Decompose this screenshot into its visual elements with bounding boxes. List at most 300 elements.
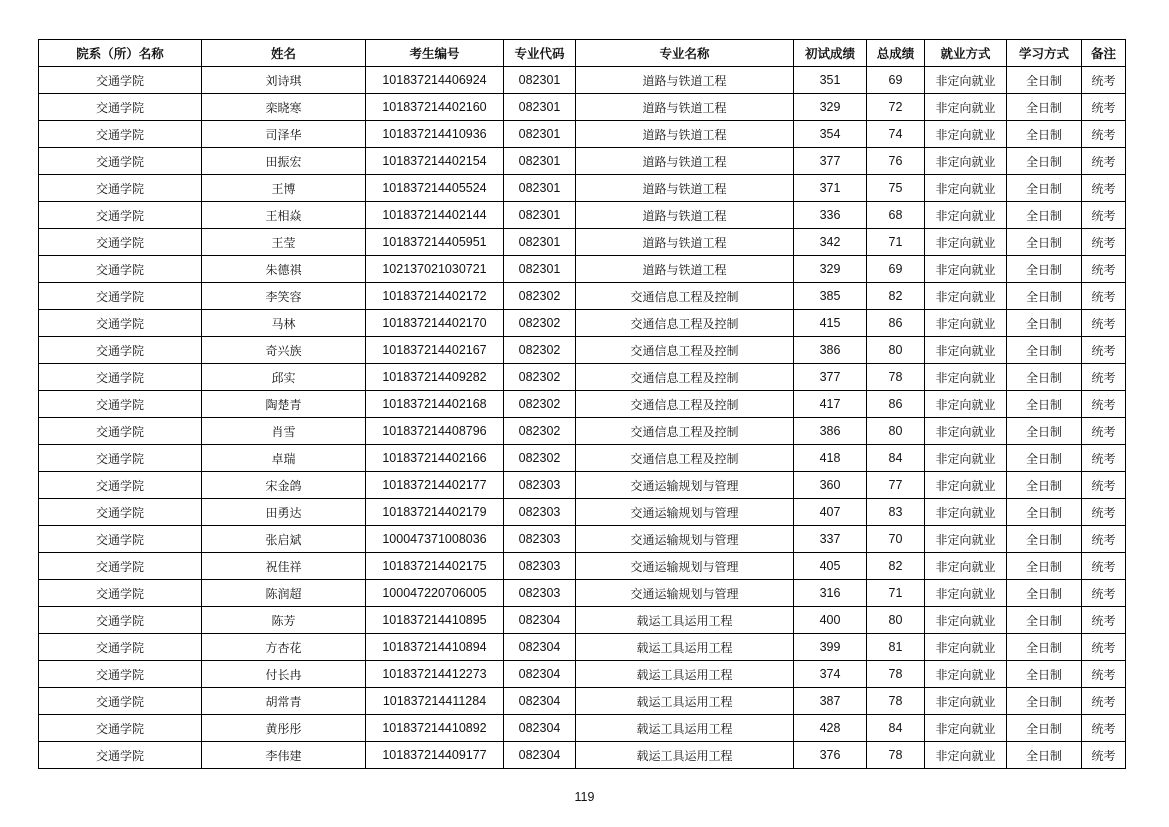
cell-remarks: 统考 [1082,553,1126,580]
cell-prelim-score: 377 [794,364,867,391]
cell-employment-type: 非定向就业 [925,202,1007,229]
cell-prelim-score: 351 [794,67,867,94]
cell-total-score: 68 [867,202,925,229]
cell-total-score: 86 [867,391,925,418]
cell-remarks: 统考 [1082,580,1126,607]
cell-total-score: 81 [867,634,925,661]
table-row [39,94,1126,121]
table-row [39,337,1126,364]
cell-major-code: 082303 [504,553,576,580]
cell-department: 交通学院 [39,67,202,94]
cell-employment-type: 非定向就业 [925,445,1007,472]
cell-department: 交通学院 [39,634,202,661]
cell-major-code: 082304 [504,688,576,715]
cell-total-score: 69 [867,67,925,94]
cell-candidate-id: 100047371008036 [366,526,504,553]
table-row [39,364,1126,391]
cell-remarks: 统考 [1082,715,1126,742]
cell-major-code: 082301 [504,67,576,94]
cell-name: 司泽华 [202,121,366,148]
cell-prelim-score: 336 [794,202,867,229]
cell-employment-type: 非定向就业 [925,256,1007,283]
table-row [39,202,1126,229]
cell-study-mode: 全日制 [1007,445,1082,472]
cell-prelim-score: 387 [794,688,867,715]
cell-prelim-score: 418 [794,445,867,472]
page-number: 119 [574,790,595,804]
cell-name: 朱德祺 [202,256,366,283]
cell-name: 邱实 [202,364,366,391]
cell-major-name: 载运工具运用工程 [576,607,794,634]
cell-study-mode: 全日制 [1007,364,1082,391]
cell-remarks: 统考 [1082,445,1126,472]
cell-department: 交通学院 [39,418,202,445]
cell-study-mode: 全日制 [1007,121,1082,148]
cell-employment-type: 非定向就业 [925,634,1007,661]
cell-department: 交通学院 [39,688,202,715]
cell-name: 王博 [202,175,366,202]
cell-total-score: 72 [867,94,925,121]
cell-study-mode: 全日制 [1007,283,1082,310]
cell-department: 交通学院 [39,202,202,229]
table-row [39,742,1126,769]
cell-major-name: 交通信息工程及控制 [576,337,794,364]
table-body [39,67,1126,769]
cell-employment-type: 非定向就业 [925,391,1007,418]
cell-remarks: 统考 [1082,364,1126,391]
cell-candidate-id: 101837214402160 [366,94,504,121]
cell-total-score: 77 [867,472,925,499]
cell-department: 交通学院 [39,121,202,148]
cell-name: 黄彤彤 [202,715,366,742]
cell-remarks: 统考 [1082,337,1126,364]
cell-prelim-score: 386 [794,418,867,445]
cell-major-name: 交通运输规划与管理 [576,580,794,607]
cell-remarks: 统考 [1082,310,1126,337]
cell-major-code: 082304 [504,607,576,634]
cell-major-code: 082303 [504,499,576,526]
cell-employment-type: 非定向就业 [925,607,1007,634]
cell-total-score: 83 [867,499,925,526]
cell-prelim-score: 354 [794,121,867,148]
cell-major-name: 交通运输规划与管理 [576,472,794,499]
header-major-name: 专业名称 [576,40,794,67]
cell-name: 胡常青 [202,688,366,715]
cell-prelim-score: 417 [794,391,867,418]
cell-employment-type: 非定向就业 [925,148,1007,175]
cell-candidate-id: 101837214410936 [366,121,504,148]
cell-study-mode: 全日制 [1007,418,1082,445]
cell-remarks: 统考 [1082,418,1126,445]
table-row [39,661,1126,688]
cell-candidate-id: 101837214402166 [366,445,504,472]
cell-name: 张启斌 [202,526,366,553]
cell-name: 刘诗琪 [202,67,366,94]
table-row [39,391,1126,418]
cell-major-name: 交通信息工程及控制 [576,364,794,391]
cell-total-score: 74 [867,121,925,148]
cell-name: 李笑容 [202,283,366,310]
cell-remarks: 统考 [1082,391,1126,418]
cell-remarks: 统考 [1082,202,1126,229]
cell-total-score: 70 [867,526,925,553]
header-name: 姓名 [202,40,366,67]
cell-employment-type: 非定向就业 [925,121,1007,148]
cell-total-score: 78 [867,688,925,715]
table-row [39,229,1126,256]
cell-total-score: 84 [867,715,925,742]
cell-name: 肖雪 [202,418,366,445]
cell-remarks: 统考 [1082,499,1126,526]
cell-candidate-id: 101837214410892 [366,715,504,742]
cell-study-mode: 全日制 [1007,229,1082,256]
header-major-code: 专业代码 [504,40,576,67]
cell-study-mode: 全日制 [1007,553,1082,580]
cell-department: 交通学院 [39,472,202,499]
cell-remarks: 统考 [1082,175,1126,202]
cell-prelim-score: 428 [794,715,867,742]
cell-employment-type: 非定向就业 [925,715,1007,742]
cell-candidate-id: 101837214410895 [366,607,504,634]
cell-study-mode: 全日制 [1007,472,1082,499]
cell-total-score: 86 [867,310,925,337]
cell-major-name: 载运工具运用工程 [576,742,794,769]
cell-name: 卓瑞 [202,445,366,472]
cell-employment-type: 非定向就业 [925,499,1007,526]
cell-employment-type: 非定向就业 [925,661,1007,688]
cell-employment-type: 非定向就业 [925,472,1007,499]
cell-major-name: 交通信息工程及控制 [576,391,794,418]
cell-major-name: 交通信息工程及控制 [576,283,794,310]
cell-remarks: 统考 [1082,688,1126,715]
cell-prelim-score: 329 [794,256,867,283]
cell-total-score: 78 [867,742,925,769]
cell-candidate-id: 101837214409282 [366,364,504,391]
table-row [39,553,1126,580]
cell-prelim-score: 371 [794,175,867,202]
cell-total-score: 76 [867,148,925,175]
cell-major-name: 交通运输规划与管理 [576,499,794,526]
cell-department: 交通学院 [39,553,202,580]
cell-department: 交通学院 [39,256,202,283]
cell-prelim-score: 407 [794,499,867,526]
cell-employment-type: 非定向就业 [925,175,1007,202]
cell-employment-type: 非定向就业 [925,283,1007,310]
table-row [39,472,1126,499]
cell-total-score: 69 [867,256,925,283]
cell-remarks: 统考 [1082,661,1126,688]
cell-major-name: 载运工具运用工程 [576,688,794,715]
cell-study-mode: 全日制 [1007,580,1082,607]
cell-major-code: 082304 [504,634,576,661]
admission-table [38,39,1126,769]
cell-total-score: 75 [867,175,925,202]
header-candidate-id: 考生编号 [366,40,504,67]
cell-major-name: 道路与铁道工程 [576,202,794,229]
cell-remarks: 统考 [1082,148,1126,175]
cell-department: 交通学院 [39,715,202,742]
cell-major-code: 082302 [504,310,576,337]
cell-department: 交通学院 [39,94,202,121]
cell-major-code: 082302 [504,337,576,364]
cell-candidate-id: 101837214406924 [366,67,504,94]
cell-department: 交通学院 [39,229,202,256]
cell-department: 交通学院 [39,364,202,391]
cell-department: 交通学院 [39,526,202,553]
cell-major-name: 交通运输规划与管理 [576,526,794,553]
cell-candidate-id: 101837214412273 [366,661,504,688]
cell-study-mode: 全日制 [1007,202,1082,229]
cell-department: 交通学院 [39,499,202,526]
cell-candidate-id: 101837214402167 [366,337,504,364]
table-header-row [39,40,1126,67]
table-row [39,175,1126,202]
cell-candidate-id: 101837214402154 [366,148,504,175]
cell-candidate-id: 101837214402172 [366,283,504,310]
cell-major-code: 082304 [504,661,576,688]
cell-prelim-score: 374 [794,661,867,688]
cell-department: 交通学院 [39,607,202,634]
table-row [39,715,1126,742]
cell-prelim-score: 360 [794,472,867,499]
cell-department: 交通学院 [39,742,202,769]
cell-total-score: 82 [867,283,925,310]
cell-candidate-id: 101837214410894 [366,634,504,661]
table-row [39,256,1126,283]
cell-employment-type: 非定向就业 [925,337,1007,364]
cell-major-code: 082303 [504,580,576,607]
cell-major-code: 082304 [504,715,576,742]
cell-major-code: 082304 [504,742,576,769]
cell-study-mode: 全日制 [1007,499,1082,526]
cell-candidate-id: 101837214405951 [366,229,504,256]
cell-major-code: 082301 [504,148,576,175]
cell-candidate-id: 101837214402175 [366,553,504,580]
cell-major-code: 082302 [504,283,576,310]
cell-remarks: 统考 [1082,634,1126,661]
cell-remarks: 统考 [1082,121,1126,148]
cell-total-score: 71 [867,580,925,607]
header-total-score: 总成绩 [867,40,925,67]
cell-prelim-score: 385 [794,283,867,310]
cell-candidate-id: 101837214402179 [366,499,504,526]
cell-employment-type: 非定向就业 [925,418,1007,445]
cell-major-code: 082302 [504,391,576,418]
cell-major-code: 082301 [504,256,576,283]
cell-candidate-id: 101837214402170 [366,310,504,337]
cell-major-name: 交通信息工程及控制 [576,445,794,472]
cell-candidate-id: 101837214411284 [366,688,504,715]
cell-candidate-id: 101837214402177 [366,472,504,499]
cell-prelim-score: 337 [794,526,867,553]
cell-major-code: 082301 [504,121,576,148]
cell-study-mode: 全日制 [1007,688,1082,715]
cell-department: 交通学院 [39,175,202,202]
cell-total-score: 78 [867,661,925,688]
cell-total-score: 80 [867,607,925,634]
cell-name: 王相焱 [202,202,366,229]
cell-prelim-score: 415 [794,310,867,337]
cell-employment-type: 非定向就业 [925,364,1007,391]
cell-name: 田勇达 [202,499,366,526]
cell-remarks: 统考 [1082,283,1126,310]
cell-major-name: 载运工具运用工程 [576,715,794,742]
header-study-mode: 学习方式 [1007,40,1082,67]
cell-remarks: 统考 [1082,472,1126,499]
cell-major-name: 道路与铁道工程 [576,256,794,283]
cell-major-code: 082303 [504,472,576,499]
cell-employment-type: 非定向就业 [925,742,1007,769]
cell-name: 陈芳 [202,607,366,634]
cell-department: 交通学院 [39,337,202,364]
cell-candidate-id: 101837214402144 [366,202,504,229]
header-department: 院系（所）名称 [39,40,202,67]
table-row [39,67,1126,94]
cell-study-mode: 全日制 [1007,67,1082,94]
cell-prelim-score: 377 [794,148,867,175]
table-row [39,688,1126,715]
cell-major-name: 载运工具运用工程 [576,661,794,688]
cell-department: 交通学院 [39,580,202,607]
table-row [39,445,1126,472]
cell-remarks: 统考 [1082,526,1126,553]
cell-major-name: 道路与铁道工程 [576,67,794,94]
cell-total-score: 78 [867,364,925,391]
cell-prelim-score: 386 [794,337,867,364]
cell-remarks: 统考 [1082,256,1126,283]
cell-study-mode: 全日制 [1007,715,1082,742]
cell-employment-type: 非定向就业 [925,229,1007,256]
table-row [39,526,1126,553]
header-remarks: 备注 [1082,40,1126,67]
cell-major-name: 交通运输规划与管理 [576,553,794,580]
cell-prelim-score: 329 [794,94,867,121]
table-row [39,634,1126,661]
cell-name: 祝佳祥 [202,553,366,580]
cell-department: 交通学院 [39,148,202,175]
cell-name: 马林 [202,310,366,337]
cell-total-score: 82 [867,553,925,580]
cell-total-score: 80 [867,418,925,445]
cell-department: 交通学院 [39,445,202,472]
table-row [39,148,1126,175]
cell-major-name: 道路与铁道工程 [576,175,794,202]
cell-name: 付长冉 [202,661,366,688]
table-row [39,418,1126,445]
cell-major-name: 载运工具运用工程 [576,634,794,661]
cell-candidate-id: 101837214409177 [366,742,504,769]
cell-candidate-id: 101837214402168 [366,391,504,418]
cell-major-code: 082301 [504,229,576,256]
cell-study-mode: 全日制 [1007,607,1082,634]
cell-major-code: 082303 [504,526,576,553]
table-row [39,499,1126,526]
cell-prelim-score: 400 [794,607,867,634]
cell-prelim-score: 342 [794,229,867,256]
cell-name: 田振宏 [202,148,366,175]
header-prelim-score: 初试成绩 [794,40,867,67]
cell-prelim-score: 399 [794,634,867,661]
cell-remarks: 统考 [1082,67,1126,94]
cell-name: 方杏花 [202,634,366,661]
cell-study-mode: 全日制 [1007,526,1082,553]
cell-name: 李伟建 [202,742,366,769]
cell-study-mode: 全日制 [1007,94,1082,121]
cell-employment-type: 非定向就业 [925,310,1007,337]
cell-major-name: 交通信息工程及控制 [576,418,794,445]
cell-study-mode: 全日制 [1007,742,1082,769]
cell-employment-type: 非定向就业 [925,553,1007,580]
cell-remarks: 统考 [1082,94,1126,121]
cell-study-mode: 全日制 [1007,256,1082,283]
cell-major-code: 082301 [504,175,576,202]
cell-major-name: 交通信息工程及控制 [576,310,794,337]
cell-study-mode: 全日制 [1007,391,1082,418]
cell-department: 交通学院 [39,310,202,337]
cell-candidate-id: 101837214408796 [366,418,504,445]
cell-name: 陶楚青 [202,391,366,418]
cell-study-mode: 全日制 [1007,310,1082,337]
cell-employment-type: 非定向就业 [925,94,1007,121]
cell-total-score: 84 [867,445,925,472]
table-row [39,580,1126,607]
cell-candidate-id: 102137021030721 [366,256,504,283]
cell-remarks: 统考 [1082,742,1126,769]
table-row [39,121,1126,148]
cell-major-code: 082301 [504,202,576,229]
cell-candidate-id: 100047220706005 [366,580,504,607]
cell-major-name: 道路与铁道工程 [576,148,794,175]
cell-employment-type: 非定向就业 [925,688,1007,715]
cell-employment-type: 非定向就业 [925,526,1007,553]
cell-total-score: 71 [867,229,925,256]
cell-name: 栾晓寒 [202,94,366,121]
table-row [39,607,1126,634]
admission-list-sheet [38,39,1126,769]
cell-prelim-score: 405 [794,553,867,580]
cell-major-code: 082301 [504,94,576,121]
cell-name: 王莹 [202,229,366,256]
cell-candidate-id: 101837214405524 [366,175,504,202]
cell-major-code: 082302 [504,364,576,391]
cell-name: 宋金鸽 [202,472,366,499]
cell-study-mode: 全日制 [1007,148,1082,175]
header-employment-type: 就业方式 [925,40,1007,67]
table-row [39,310,1126,337]
cell-department: 交通学院 [39,391,202,418]
cell-study-mode: 全日制 [1007,634,1082,661]
cell-name: 陈润超 [202,580,366,607]
cell-prelim-score: 376 [794,742,867,769]
cell-major-name: 道路与铁道工程 [576,94,794,121]
cell-employment-type: 非定向就业 [925,67,1007,94]
cell-department: 交通学院 [39,661,202,688]
cell-prelim-score: 316 [794,580,867,607]
cell-remarks: 统考 [1082,607,1126,634]
table-row [39,283,1126,310]
cell-department: 交通学院 [39,283,202,310]
cell-major-name: 道路与铁道工程 [576,229,794,256]
cell-study-mode: 全日制 [1007,661,1082,688]
cell-total-score: 80 [867,337,925,364]
cell-employment-type: 非定向就业 [925,580,1007,607]
cell-study-mode: 全日制 [1007,337,1082,364]
cell-major-name: 道路与铁道工程 [576,121,794,148]
cell-study-mode: 全日制 [1007,175,1082,202]
cell-remarks: 统考 [1082,229,1126,256]
cell-name: 奇兴族 [202,337,366,364]
cell-major-code: 082302 [504,418,576,445]
